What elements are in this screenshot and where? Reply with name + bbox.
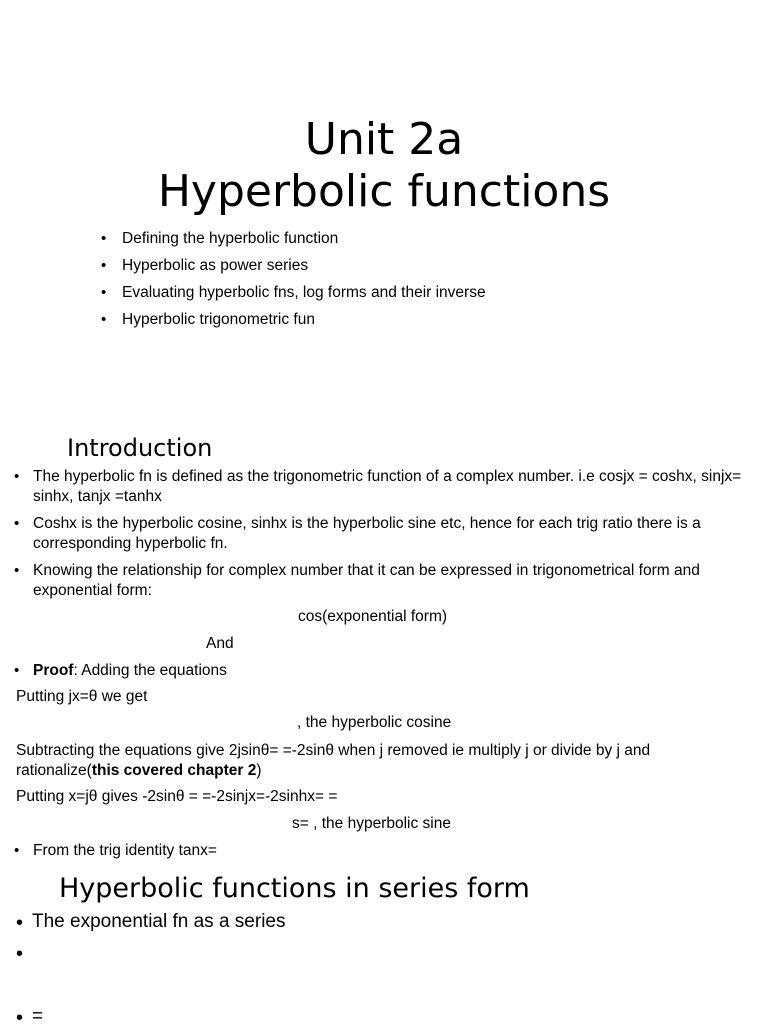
putting-x-line: Putting x=jθ gives -2sinθ = =-2sinjx=-2sinhx= =	[16, 788, 338, 805]
bullet-glyph: •	[14, 662, 20, 679]
hyperbolic-cosine-line: , the hyperbolic cosine	[297, 714, 452, 731]
bullet-glyph: •	[14, 515, 20, 532]
topic-item: Hyperbolic as power series	[122, 257, 309, 274]
bullet-glyph: •	[101, 230, 107, 247]
series-bullet-3: =	[32, 1006, 44, 1027]
bullet-glyph: •	[16, 943, 24, 965]
intro-bullet-1: The hyperbolic fn is defined as the trigonometric function of a complex number. i.e cosjx = coshx, sinjx= sinhx, tanjx =tanhx	[33, 468, 742, 505]
topic-item: Defining the hyperbolic function	[122, 230, 339, 247]
bullet-glyph: •	[16, 1007, 24, 1029]
topic-item: Evaluating hyperbolic fns, log forms and their inverse	[122, 284, 486, 301]
hyperbolic-sine-line: s= , the hyperbolic sine	[292, 815, 451, 832]
proof-label: Proof	[33, 662, 74, 679]
topic-item: Hyperbolic trigonometric fun	[122, 311, 315, 328]
bullet-glyph: •	[101, 284, 107, 301]
bullet-glyph: •	[14, 842, 20, 859]
subtracting-paragraph	[16, 741, 751, 781]
bullet-glyph: •	[14, 562, 20, 579]
cos-exponential-line: cos(exponential form)	[298, 608, 448, 625]
title-line-1: Unit 2a	[304, 114, 464, 165]
series-heading: Hyperbolic functions in series form	[59, 873, 530, 904]
bullet-glyph: •	[16, 912, 24, 934]
series-bullet-1: The exponential fn as a series	[32, 911, 286, 932]
subtracting-text: Subtracting the equations give 2jsinθ= =-2sinθ when j removed ie multiply j or divide by j and rationalize(	[16, 742, 651, 779]
proof-line	[33, 661, 227, 681]
introduction-heading: Introduction	[67, 434, 213, 462]
putting-jx-line: Putting jx=θ we get	[16, 688, 148, 705]
subtracting-bold: this covered chapter 2	[91, 762, 257, 779]
proof-text: : Adding the equations	[73, 662, 227, 679]
trig-identity-line: From the trig identity tanx=	[33, 842, 217, 859]
subtracting-end: )	[256, 762, 262, 779]
bullet-glyph: •	[101, 311, 107, 328]
bullet-glyph: •	[101, 257, 107, 274]
intro-bullet-3: Knowing the relationship for complex number that it can be expressed in trigonometrical form and exponential form:	[33, 562, 700, 599]
bullet-glyph: •	[14, 468, 20, 485]
title-line-2: Hyperbolic functions	[157, 166, 611, 217]
intro-bullet-2: Coshx is the hyperbolic cosine, sinhx is the hyperbolic sine etc, hence for each trig ratio there is a corresponding hyperbolic fn.	[33, 515, 701, 552]
and-line: And	[206, 635, 234, 652]
